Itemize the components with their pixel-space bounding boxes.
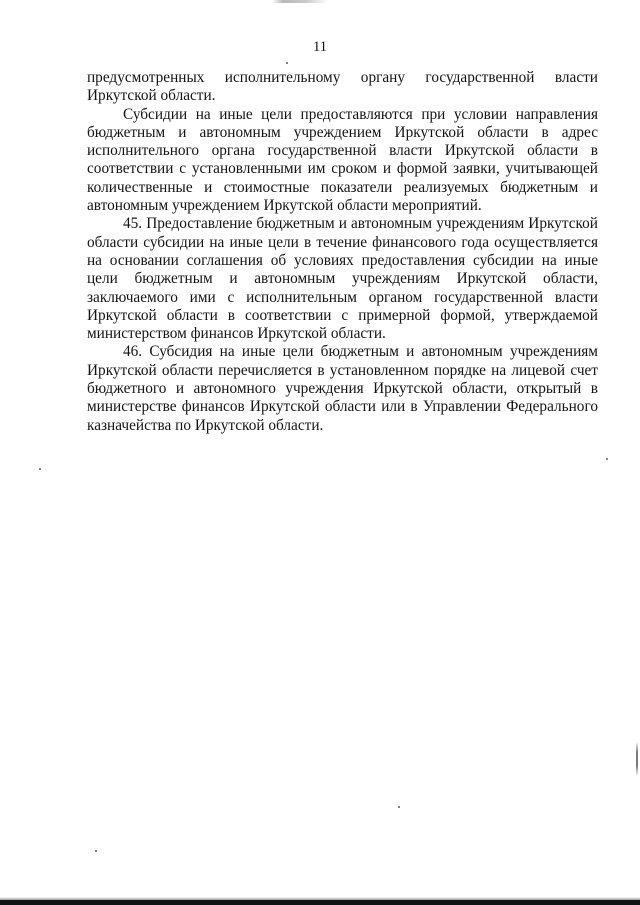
page-number: 11 [313,39,327,55]
scan-speck [606,458,608,460]
scan-artifact-bottom-edge [0,900,640,905]
paragraph-subsidy-application: Субсидии на иные цели предоставляются при условии направления бюджетным и автономным учреждением Иркутской области в адрес исполнительного органа государственной власти Иркутской области в соответствии с установленными им сроком и формой заявки, учитывающей количественные и стоимостные показатели реализуемых бюджетным и автономным учреждением Иркутской области мероприятий. [87,105,598,215]
scan-speck [95,850,97,852]
scan-speck [286,62,288,64]
paragraph-continuation [87,69,598,106]
document-body [87,69,598,435]
paragraph-item-46: 46. Субсидия на иные цели бюджетным и автономным учреждениям Иркутской области перечисляется в установленном порядке на лицевой счет бюджетного и автономного учреждения Иркутской области, открытый в министерстве финансов Иркутской области или в Управлении Федерального казначейства по Иркутской области. [87,343,598,434]
paragraph-continuation-line: предусмотренных исполнительному органу государственной власти [87,69,598,86]
scan-artifact-right-edge [636,742,638,776]
scan-speck [398,806,400,808]
paragraph-item-45: 45. Предоставление бюджетным и автономным учреждениям Иркутской области субсидии на иные цели в течение финансового года осуществляется на основании соглашения об условиях предоставления субсидии на иные цели бюджетным и автономным учреждениям Иркутской области, заключаемого ими с исполнительным органом государственной власти Иркутской области в соответствии с примерной формой, утверждаемой министерством финансов Иркутской области. [87,215,598,343]
paragraph-continuation-tail: Иркутской области. [87,87,216,105]
scan-artifact-top [272,0,328,3]
scan-speck [39,468,41,470]
